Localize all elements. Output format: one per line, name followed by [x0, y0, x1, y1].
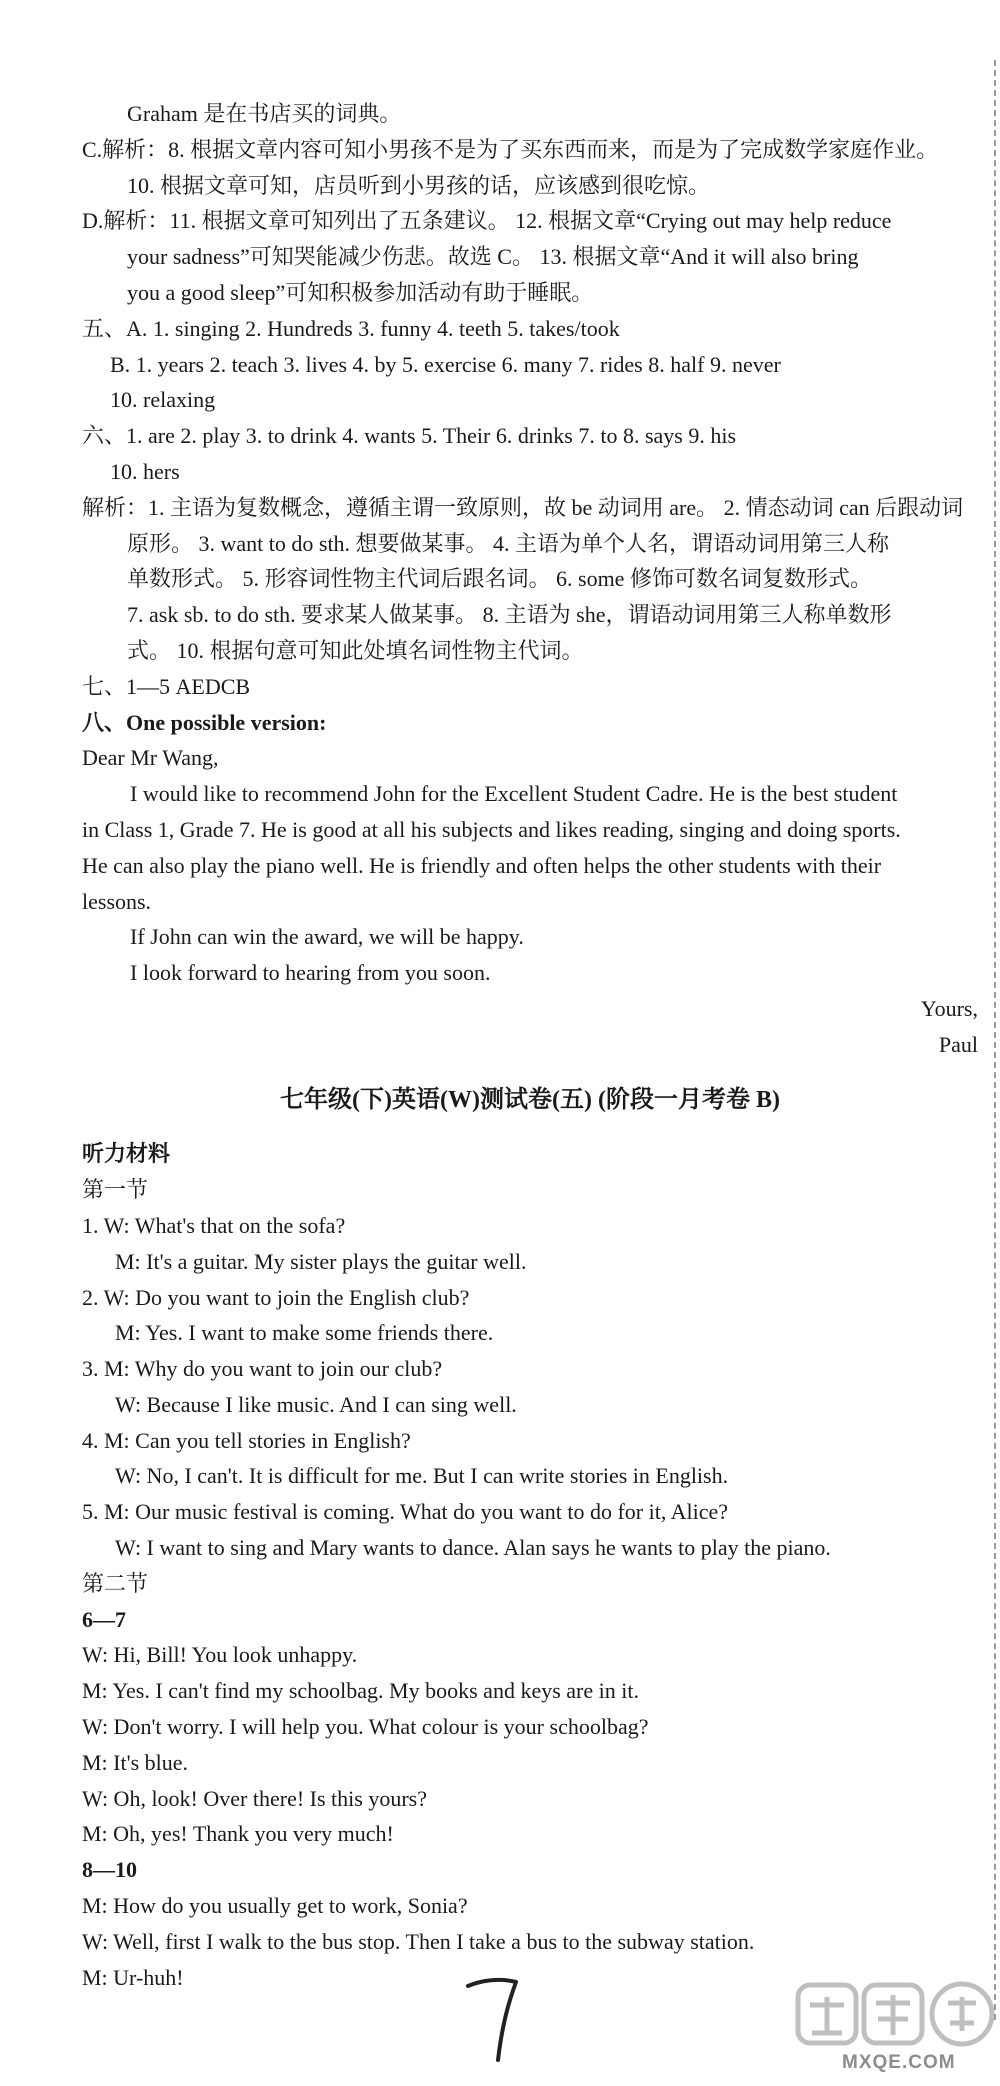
- binding-edge-divider: [982, 60, 996, 2020]
- site-watermark-text: MXQE.COM: [842, 2052, 956, 2073]
- dialogue-line: W: Well, first I walk to the bus stop. Then I take a bus to the subway station.: [82, 1928, 755, 1954]
- dialogue-line: M: Oh, yes! Thank you very much!: [82, 1821, 394, 1847]
- letter-signature: Paul: [938, 1031, 978, 1057]
- listening-heading: 听力材料: [82, 1141, 171, 1167]
- letter-line: I look forward to hearing from you soon.: [130, 960, 491, 986]
- dialogue-line: W: Oh, look! Over there! Is this yours?: [82, 1785, 427, 1811]
- text-line: 10. 根据文章可知，店员听到小男孩的话，应该感到很吃惊。: [127, 172, 711, 198]
- letter-line: lessons.: [82, 888, 152, 914]
- version-heading: 八、One possible version:: [82, 709, 327, 735]
- dialogue-line: M: How do you usually get to work, Sonia?: [82, 1893, 468, 1919]
- letter-line: in Class 1, Grade 7. He is good at all his subjects and likes reading, singing and doing sports.: [82, 816, 901, 842]
- text-line: your sadness”可知哭能减少伤悲。故选 C。 13. 根据文章“And it will also bring: [127, 244, 859, 270]
- handwritten-page-number: [458, 1968, 528, 2068]
- letter-closing: Yours,: [920, 995, 978, 1021]
- text-line: you a good sleep”可知积极参加活动有助于睡眠。: [127, 279, 594, 305]
- dialogue-line: M: Ur-huh!: [82, 1964, 184, 1990]
- dialogue-line: W: No, I can't. It is difficult for me. But I can write stories in English.: [115, 1463, 729, 1489]
- dialogue-line: M: Yes. I want to make some friends there.: [115, 1320, 494, 1346]
- dialogue-line: M: It's a guitar. My sister plays the guitar well.: [115, 1248, 527, 1274]
- section-title: 七年级(下)英语(W)测试卷(五) (阶段一月考卷 B): [280, 1086, 780, 1113]
- dialogue-line: W: Hi, Bill! You look unhappy.: [82, 1642, 358, 1668]
- text-line: 七、1—5 AEDCB: [82, 673, 251, 699]
- dialogue-line: 4. M: Can you tell stories in English?: [82, 1427, 411, 1453]
- text-line: 10. relaxing: [110, 387, 216, 413]
- dialogue-line: 3. M: Why do you want to join our club?: [82, 1356, 443, 1382]
- question-range: 8—10: [82, 1857, 137, 1883]
- text-line: 原形。 3. want to do sth. 想要做某事。 4. 主语为单个人名，谓语动词用第三人称: [127, 530, 890, 556]
- listening-part: 第一节: [82, 1177, 149, 1203]
- dialogue-line: 2. W: Do you want to join the English club?: [82, 1284, 470, 1310]
- text-line: 解析：1. 主语为复数概念，遵循主谓一致原则，故 be 动词用 are。 2. 情态动词 can 后跟动词: [82, 494, 964, 520]
- dialogue-line: W: Because I like music. And I can sing well.: [115, 1391, 517, 1417]
- text-line: D.解析：11. 根据文章可知列出了五条建议。 12. 根据文章“Crying out may help reduce: [82, 208, 892, 234]
- text-line: 六、1. are 2. play 3. to drink 4. wants 5. Their 6. drinks 7. to 8. says 9. his: [82, 423, 737, 449]
- dialogue-line: M: It's blue.: [82, 1749, 189, 1775]
- text-line: 式。 10. 根据句意可知此处填名词性物主代词。: [127, 637, 584, 663]
- letter-line: If John can win the award, we will be happy.: [130, 924, 524, 950]
- dialogue-line: W: I want to sing and Mary wants to dance. Alan says he wants to play the piano.: [115, 1535, 831, 1561]
- dialogue-line: M: Yes. I can't find my schoolbag. My books and keys are in it.: [82, 1678, 639, 1704]
- text-line: 7. ask sb. to do sth. 要求某人做某事。 8. 主语为 she，谓语动词用第三人称单数形: [127, 602, 892, 628]
- text-line: 五、A. 1. singing 2. Hundreds 3. funny 4. teeth 5. takes/took: [82, 315, 620, 341]
- letter-line: I would like to recommend John for the Excellent Student Cadre. He is the best student: [130, 781, 898, 807]
- text-line: Graham 是在书店买的词典。: [127, 101, 402, 126]
- text-line: C.解析：8. 根据文章内容可知小男孩不是为了买东西而来，而是为了完成数学家庭作业。: [82, 136, 939, 162]
- dialogue-line: W: Don't worry. I will help you. What colour is your schoolbag?: [82, 1714, 649, 1740]
- text-line: B. 1. years 2. teach 3. lives 4. by 5. exercise 6. many 7. rides 8. half 9. never: [110, 351, 781, 377]
- dialogue-line: 5. M: Our music festival is coming. What do you want to do for it, Alice?: [82, 1499, 729, 1525]
- dialogue-line: 1. W: What's that on the sofa?: [82, 1212, 346, 1238]
- text-line: 单数形式。 5. 形容词性物主代词后跟名词。 6. some 修饰可数名词复数形式。: [127, 566, 872, 592]
- listening-part: 第二节: [82, 1570, 149, 1596]
- page-content: [82, 96, 978, 1995]
- letter-salutation: Dear Mr Wang,: [82, 745, 219, 771]
- question-range: 6—7: [82, 1606, 126, 1632]
- letter-line: He can also play the piano well. He is friendly and often helps the other students with their: [82, 852, 882, 878]
- text-line: 10. hers: [110, 458, 180, 484]
